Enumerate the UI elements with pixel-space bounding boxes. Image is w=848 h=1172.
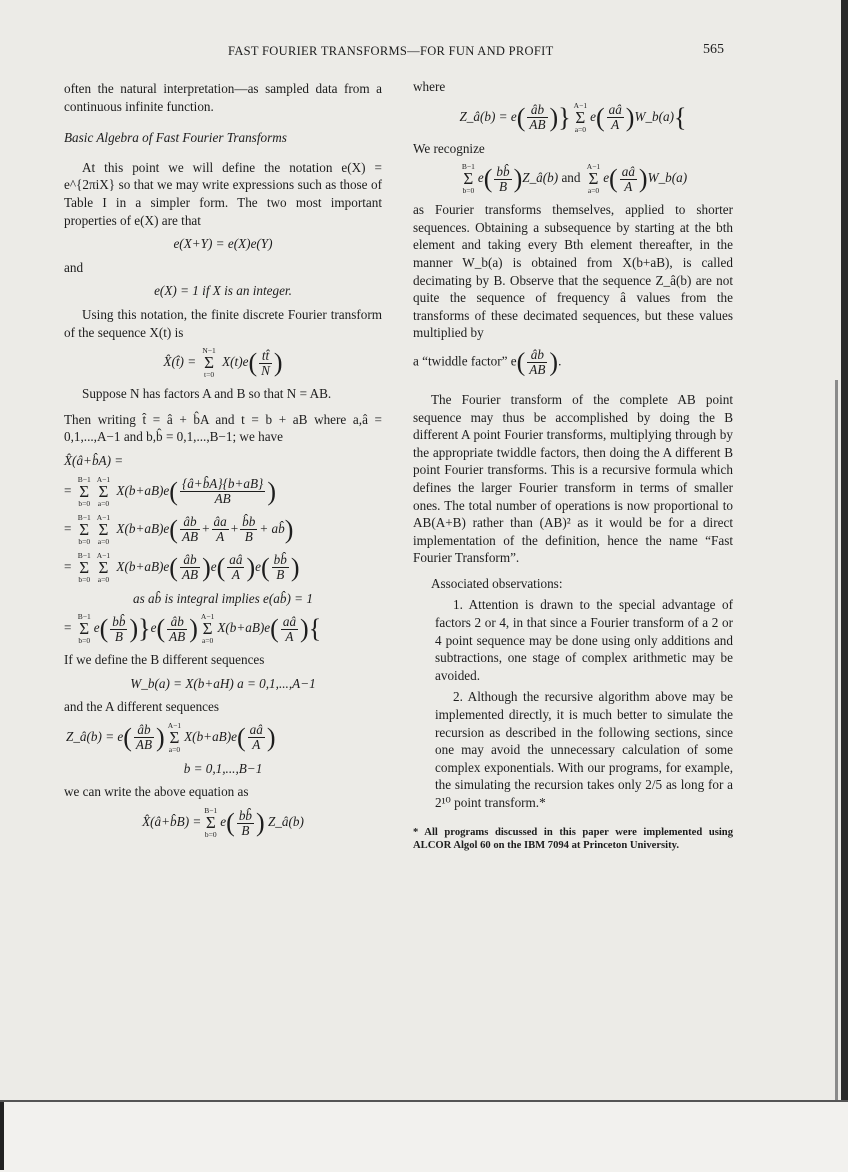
equation-xhat: X̂(â+b̂A) =	[64, 452, 124, 468]
and-label: and	[64, 259, 84, 275]
sum-symbol: A−1 Σ a=0	[573, 100, 588, 134]
sum-symbol: A−1 Σ a=0	[167, 720, 182, 754]
intro-paragraph: often the natural interpretation—as sampled data from a continuous infinite function.	[64, 81, 382, 114]
observation-2: 2. Although the recursive algorithm above may be implemented directly, it is much better to simulate the recursion as described in the following sections, since one may avoid the unnecessary calculation of some complex exponentials. With our programs, for example, the simulating the recursion takes only 2/5 as long for a 2¹⁰ point transform.*	[435, 689, 733, 810]
equation-wb: W_b(a) = X(b+aH) a = 0,1,...,A−1	[130, 675, 316, 691]
dft-lhs: X̂(t̂) =	[163, 354, 197, 370]
paragraph-fft-summary: The Fourier transform of the complete AB point sequence may thus be accomplished by doing the B different A point Fourier transforms, multiplying through by the appropriate twiddle factors, then doing the A different B point Fourier transforms. This is a recursive formula which defines the larger Fourier transform in terms of smaller ones. The total number of operations is now proportional to AB(A+B) rather than (AB)² as it would be for a direct implementation of the definition, hence the name “Fast Fourier Transform”.	[413, 391, 733, 566]
paragraph-rewrite: we can write the above equation as	[64, 784, 249, 800]
observation-1: 1. Attention is drawn to the special advantage of factors 2 or 4, in that since a Fourier transform of a 2 or 4 point sequence may be done using only additions and subtractions, one stage of complex arithmetic may be avoided.	[435, 597, 733, 683]
twiddle-factor: a “twiddle factor” e( $\frac{âb}{AB}$ ).	[413, 346, 562, 377]
equation-product-property: e(X+Y) = e(X)e(Y)	[173, 236, 273, 252]
scan-edge-bottom	[0, 1100, 848, 1172]
scan-edge-right	[841, 0, 848, 1170]
equation-integer-property: e(X) = 1 if X is an integer.	[154, 283, 292, 299]
equation-step-1: = B−1 Σ b=0 A−1 Σ a=0 X(b+aB)e( $\frac{\{â+b̂A\}\{b+aB\}}{AB}$ )	[64, 474, 276, 508]
sum-lower-limit: t=0	[204, 370, 215, 380]
equation-final: X̂(â+b̂B) = B−1 Σ b=0 e( $\frac{bb̂}{B}$ ) Z_â(b)	[142, 806, 304, 840]
equation-step-3: = B−1 Σ b=0 A−1 Σ a=0 X(b+aB)e( $\frac{âb}{AB}$ )e( $\frac{aâ}{A}$ )e( $\frac{bb̂}{B}$ )	[64, 550, 300, 584]
equation-step-4: = B−1 Σ b=0 e( $\frac{bb̂}{B}$ )}e( $\frac{âb}{AB}$ ) A−1 Σ a=0 X(b+aB)e( $\frac{aâ}{A}$ ){	[64, 612, 322, 646]
scan-edge-corner	[0, 1102, 4, 1170]
page-header	[0, 44, 848, 64]
sum-symbol: B−1 Σ b=0	[77, 550, 91, 584]
paragraph-factors: Suppose N has factors A and B so that N = AB.	[82, 386, 332, 402]
sum-symbol: B−1 Σ b=0	[77, 612, 91, 646]
sum-upper-limit: N−1	[202, 346, 216, 356]
scan-edge-shadow	[835, 380, 838, 1170]
sum-symbol: B−1 Σ b=0	[77, 474, 91, 508]
equation-step-2: = B−1 Σ b=0 A−1 Σ a=0 X(b+aB)e( $\frac{âb}{AB}$ + $\frac{âa}{A}$ + $\frac{b̂b}{B}$ + ab̂)	[64, 512, 294, 546]
paragraph-define-b: If we define the B different sequences	[64, 652, 265, 668]
page-number: 565	[703, 42, 724, 57]
sum-symbol: B−1 Σ b=0	[77, 512, 91, 546]
equation-recognize: B−1 Σ b=0 e( $\frac{bb̂}{B}$ )Z_â(b) and A−1 Σ a=0 e( $\frac{aâ}{A}$ )W_b(a)	[461, 162, 688, 196]
equation-b-range: b = 0,1,...,B−1	[183, 760, 263, 776]
paragraph-substitution: Then writing t̂ = â + b̂A and t = b + aB where a,â = 0,1,...,A−1 and b,b̂ = 0,1,...,B−1; we have	[64, 411, 382, 445]
sum-symbol: B−1 Σ b=0	[461, 162, 475, 196]
integrality-note: as ab̂ is integral implies e(ab̂) = 1	[133, 590, 313, 606]
associated-observations: Associated observations:	[431, 575, 563, 591]
exponent-fraction: $\frac{\{â+b̂A\}\{b+aB\}}{AB}$	[181, 476, 264, 506]
paragraph-define-a: and the A different sequences	[64, 699, 220, 715]
recognize-label: We recognize	[413, 140, 485, 156]
section-heading: Basic Algebra of Fast Fourier Transforms	[64, 130, 287, 146]
equation-dft: X̂(t̂) = N−1 Σ t=0 X(t)e( $\frac{tt̂}{N}$ )	[163, 346, 283, 380]
running-title: FAST FOURIER TRANSFORMS—FOR FUN AND PROFIT	[228, 44, 554, 58]
right-column	[413, 78, 733, 852]
paragraph-notation: At this point we will define the notation e(X) = e^{2πiX} so that we may write expressions such as those of Table I in a simpler form. The two most important properties of e(X) are that	[64, 159, 382, 228]
sum-symbol: A−1 Σ a=0	[96, 474, 111, 508]
sum-symbol: A−1 Σ a=0	[96, 512, 111, 546]
sum-symbol: A−1 Σ a=0	[96, 550, 111, 584]
sum-symbol: B−1 Σ b=0	[204, 806, 218, 840]
sum-symbol: N−1 Σ t=0	[202, 346, 216, 380]
dft-fraction: $\frac{tt̂}{N}$	[261, 347, 270, 378]
dft-body: X(t)e	[222, 354, 249, 370]
paragraph-decimation: as Fourier transforms themselves, applied to shorter sequences. Obtaining a subsequence by starting at the bth element and taking every Bth element thereafter, in the manner W_b(a) is obtained from X(b+aB), is called decimating by B. Observe that the sequence Z_â(b) are not quite the sequence of frequency â values from the transforms of these decimated sequences, but these values multiplied by	[413, 202, 733, 341]
sum-symbol: A−1 Σ a=0	[586, 162, 601, 196]
footnote: * All programs discussed in this paper were implemented using ALCOR Algol 60 on the IBM 7094 at Princeton University.	[413, 826, 733, 851]
left-column	[64, 80, 382, 845]
sum-symbol: A−1 Σ a=0	[200, 612, 215, 646]
equation-za: Z_â(b) = e( $\frac{âb}{AB}$ ) A−1 Σ a=0 X(b+aB)e( $\frac{aâ}{A}$ )	[66, 720, 276, 754]
equation-za-def: Z_â(b) = e( $\frac{âb}{AB}$ )} A−1 Σ a=0 e( $\frac{aâ}{A}$ )W_b(a){	[459, 100, 687, 134]
paragraph-dft: Using this notation, the finite discrete Fourier transform of the sequence X(t) is	[64, 306, 382, 340]
where-label: where	[413, 79, 446, 94]
